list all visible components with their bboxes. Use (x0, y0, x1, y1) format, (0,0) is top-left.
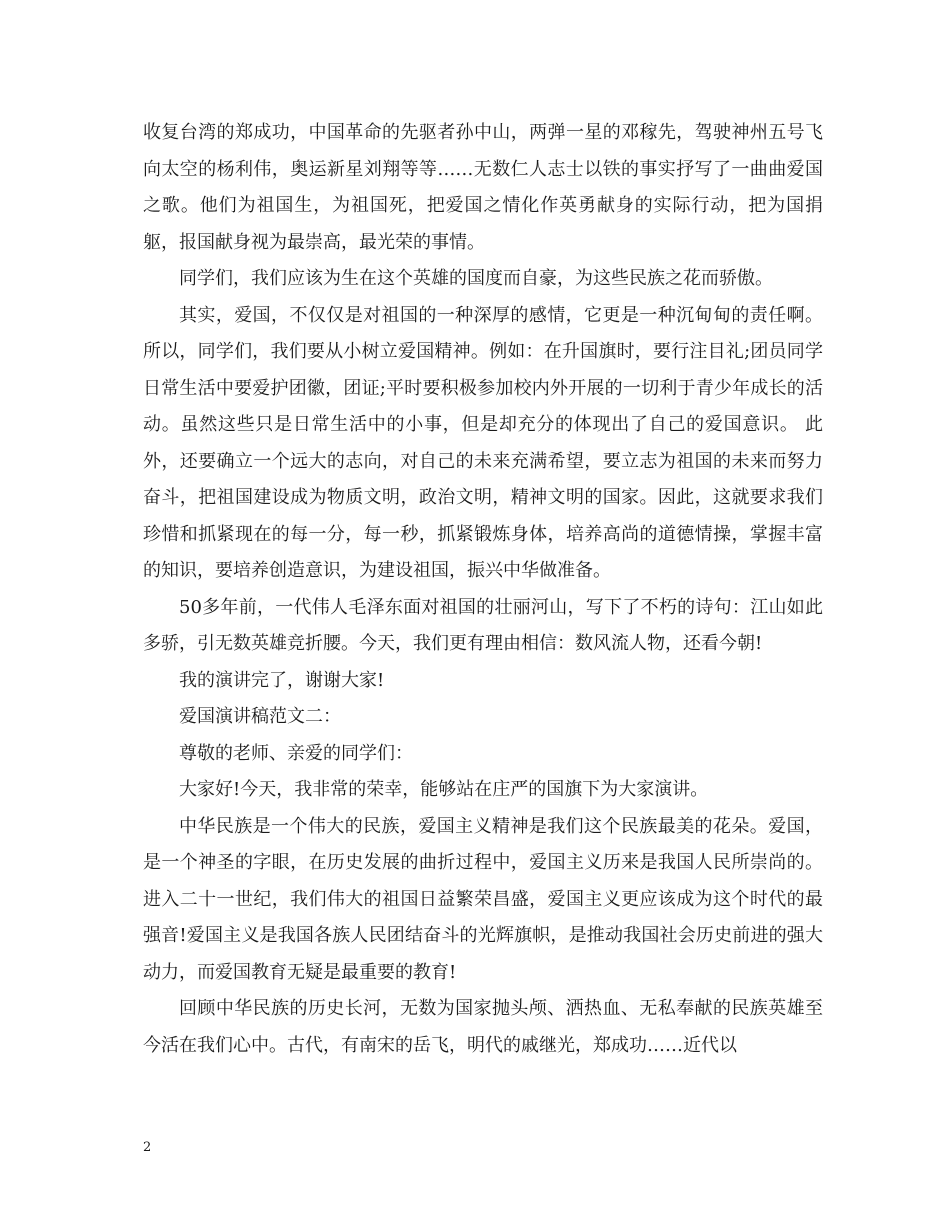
paragraph-4: 50多年前，一代伟人毛泽东面对祖国的壮丽河山，写下了不朽的诗句：江山如此多骄，引无数英雄竞折腰。今天，我们更有理由相信：数风流人物，还看今朝! (143, 596, 823, 654)
paragraph-5: 我的演讲完了，谢谢大家! (179, 669, 385, 691)
document-body (143, 115, 823, 1064)
paragraph-9: 中华民族是一个伟大的民族，爱国主义精神是我们这个民族最美的花朵。爱国，是一个神圣的字眼，在历史发展的曲折过程中，爱国主义历来是我国人民所崇尚的。进入二十一世纪，我们伟大的祖国日益繁荣昌盛，爱国主义更应该成为这个时代的最强音!爱国主义是我国各族人民团结奋斗的光辉旗帜，是推动我国社会历史前进的强大动力，而爱国教育无疑是最重要的教育! (143, 815, 823, 983)
paragraph-1: 收复台湾的郑成功，中国革命的先驱者孙中山，两弹一星的邓稼先，驾驶神州五号飞向太空的杨利伟，奥运新星刘翔等等……无数仁人志士以铁的事实抒写了一曲曲爱国之歌。他们为祖国生，为祖国死，把爱国之情化作英勇献身的实际行动，把为国捐躯，报国献身视为最崇高，最光荣的事情。 (143, 122, 823, 253)
paragraph-8: 大家好!今天，我非常的荣幸，能够站在庄严的国旗下为大家演讲。 (179, 779, 709, 800)
paragraph-2: 同学们，我们应该为生在这个英雄的国度而自豪，为这些民族之花而骄傲。 (179, 268, 773, 289)
paragraph-10: 回顾中华民族的历史长河，无数为国家抛头颅、洒热血、无私奉献的民族英雄至今活在我们心中。古代，有南宋的岳飞，明代的戚继光，郑成功……近代以 (143, 998, 823, 1056)
salutation: 尊敬的老师、亲爱的同学们： (179, 742, 413, 764)
page-number: 2 (143, 1140, 152, 1155)
section-heading: 爱国演讲稿范文二： (179, 706, 341, 727)
paragraph-3: 其实，爱国，不仅仅是对祖国的一种深厚的感情，它更是一种沉甸甸的责任啊。所以，同学们，我们要从小树立爱国精神。例如：在升国旗时，要行注目礼;团员同学日常生活中要爱护团徽，团证;平时要积极参加校内外开展的一切利于青少年成长的活动。虽然这些只是日常生活中的小事，但是却充分的体现出了自己的爱国意识。 此外，还要确立一个远大的志向，对自己的未来充满希望，要立志为祖国的未来而努力奋斗，把祖国建设成为物质文明，政治文明，精神文明的国家。因此，这就要求我们珍惜和抓紧现在的每一分，每一秒，抓紧锻炼身体，培养高尚的道德情操，掌握丰富的知识，要培养创造意识，为建设祖国，振兴中华做准备。 (143, 304, 823, 581)
